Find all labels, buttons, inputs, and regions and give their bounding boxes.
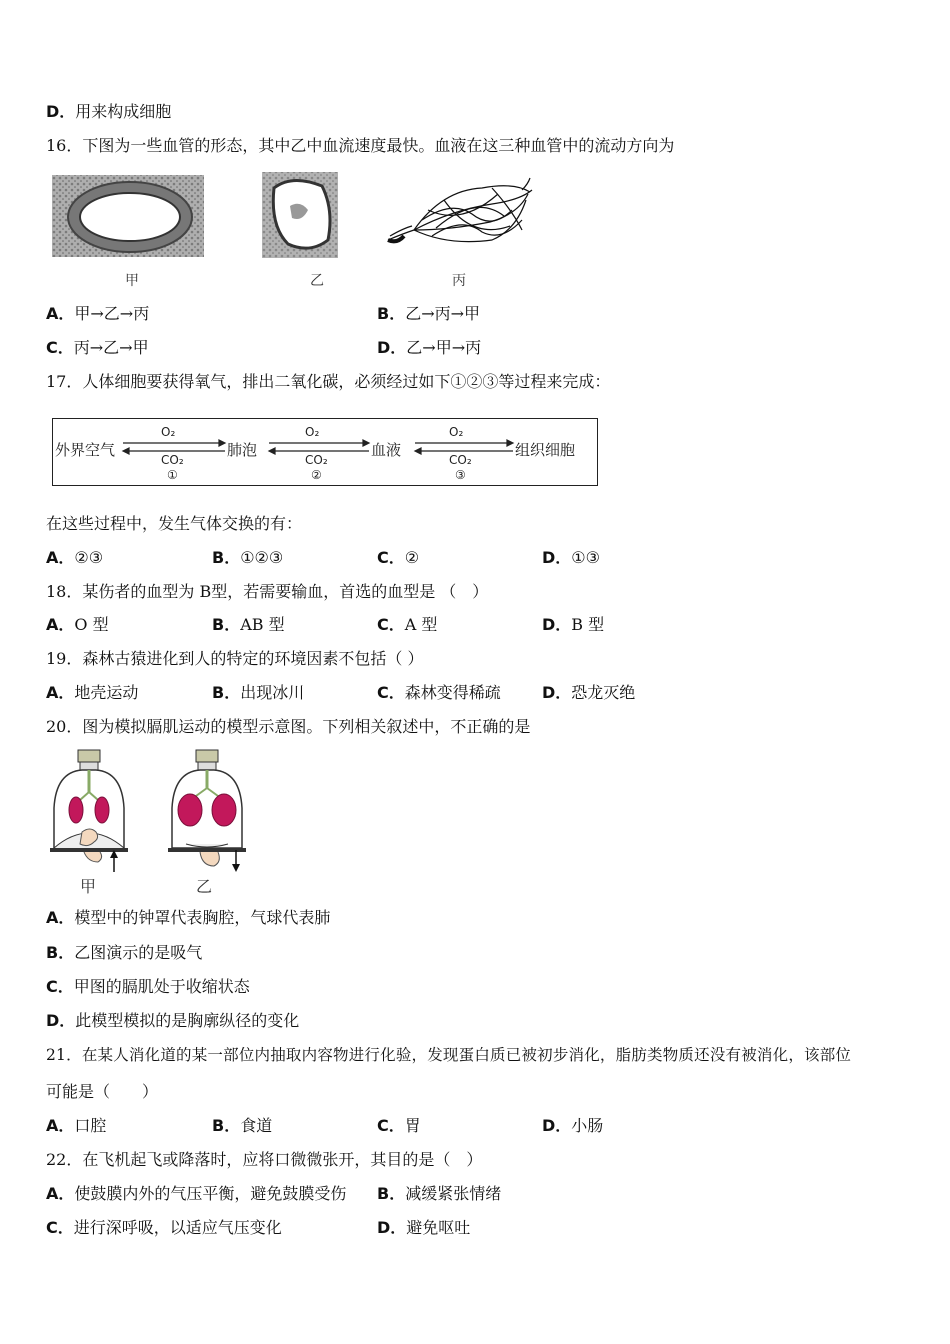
q22-option-d: D．避免呕吐 (377, 1218, 471, 1237)
q17-option-d: D．①③ (542, 548, 600, 567)
node-outside-air: 外界空气 (55, 441, 116, 459)
q19-stem: 19．森林古猿进化到人的特定的环境因素不包括（ ） (46, 649, 424, 668)
q21-option-d: D．小肠 (542, 1116, 604, 1135)
artery-image (52, 175, 204, 257)
q19-option-c: C．森林变得稀疏 (377, 683, 501, 702)
q20-stem: 20．图为模拟膈肌运动的模型示意图。下列相关叙述中，不正确的是 (46, 717, 531, 736)
label-jia: 甲 (125, 272, 139, 288)
q16-option-b: B．乙→丙→甲 (377, 304, 481, 323)
q21-option-c: C．胃 (377, 1116, 421, 1135)
step-1: ① (167, 468, 178, 482)
co2-label-3: CO₂ (449, 453, 472, 467)
label-yi: 乙 (310, 272, 324, 288)
q19-option-b: B．出现冰川 (212, 683, 305, 702)
o2-label-2: O₂ (305, 425, 320, 439)
node-alveoli: 肺泡 (227, 441, 258, 459)
o2-label-3: O₂ (449, 425, 464, 439)
q16-option-a: A．甲→乙→丙 (46, 304, 150, 323)
exchange-arrows (53, 419, 599, 487)
co2-label-1: CO₂ (161, 453, 184, 467)
q19-option-d: D．恐龙灭绝 (542, 683, 636, 702)
step-3: ③ (455, 468, 466, 482)
q20-option-a: A．模型中的钟罩代表胸腔，气球代表肺 (46, 908, 331, 927)
q19-option-a: A．地壳运动 (46, 683, 139, 702)
q21-option-a: A．口腔 (46, 1116, 107, 1135)
q18-option-d: D．B 型 (542, 615, 605, 634)
co2-label-2: CO₂ (305, 453, 328, 467)
label-model-yi: 乙 (196, 879, 213, 896)
q21-stem-line2: 可能是（ ） (46, 1082, 159, 1101)
bell-jar-jia (50, 750, 128, 872)
q16-option-c: C．丙→乙→甲 (46, 338, 149, 357)
q16-option-d: D．乙→甲→丙 (377, 338, 482, 357)
q20-option-c: C．甲图的膈肌处于收缩状态 (46, 977, 250, 996)
q17-sub: 在这些过程中，发生气体交换的有： (46, 514, 303, 533)
vein-image (262, 172, 338, 258)
node-blood: 血液 (371, 441, 402, 459)
diaphragm-model-figure (48, 748, 268, 876)
capillary-image (388, 178, 532, 242)
q17-option-a: A．②③ (46, 548, 104, 567)
q22-option-b: B．减缓紧张情绪 (377, 1184, 502, 1203)
step-2: ② (311, 468, 322, 482)
q22-option-c: C．进行深呼吸，以适应气压变化 (46, 1218, 282, 1237)
q18-stem: 18．某伤者的血型为 B型，若需要输血，首选的血型是 （ ） (46, 582, 489, 601)
q18-option-a: A．O 型 (46, 615, 109, 634)
q21-option-b: B．食道 (212, 1116, 273, 1135)
q22-option-a: A．使鼓膜内外的气压平衡，避免鼓膜受伤 (46, 1184, 347, 1203)
q16-stem: 16．下图为一些血管的形态，其中乙中血流速度最快。血液在这三种血管中的流动方向为 (46, 136, 675, 155)
q22-stem: 22．在飞机起飞或降落时，应将口微微张开，其目的是（ ） (46, 1150, 483, 1169)
q18-option-b: B．AB 型 (212, 615, 285, 634)
label-bing: 丙 (452, 272, 466, 288)
q17-stem: 17．人体细胞要获得氧气，排出二氧化碳，必须经过如下①②③等过程来完成： (46, 372, 611, 391)
bell-jar-yi (168, 750, 246, 872)
node-tissue-cells: 组织细胞 (515, 441, 576, 459)
label-model-jia: 甲 (80, 879, 97, 896)
q21-stem-line1: 21．在某人消化道的某一部位内抽取内容物进行化验，发现蛋白质已被初步消化，脂肪类物质还没有被消化，该部位 (46, 1046, 852, 1064)
o2-label-1: O₂ (161, 425, 176, 439)
gas-exchange-diagram (52, 418, 598, 486)
q17-option-b: B．①②③ (212, 548, 284, 567)
q15-option-d: D．用来构成细胞 (46, 102, 172, 121)
q17-option-c: C．② (377, 548, 420, 567)
q20-option-b: B．乙图演示的是吸气 (46, 943, 203, 962)
q20-option-d: D．此模型模拟的是胸廓纵径的变化 (46, 1011, 300, 1030)
q18-option-c: C．A 型 (377, 615, 438, 634)
